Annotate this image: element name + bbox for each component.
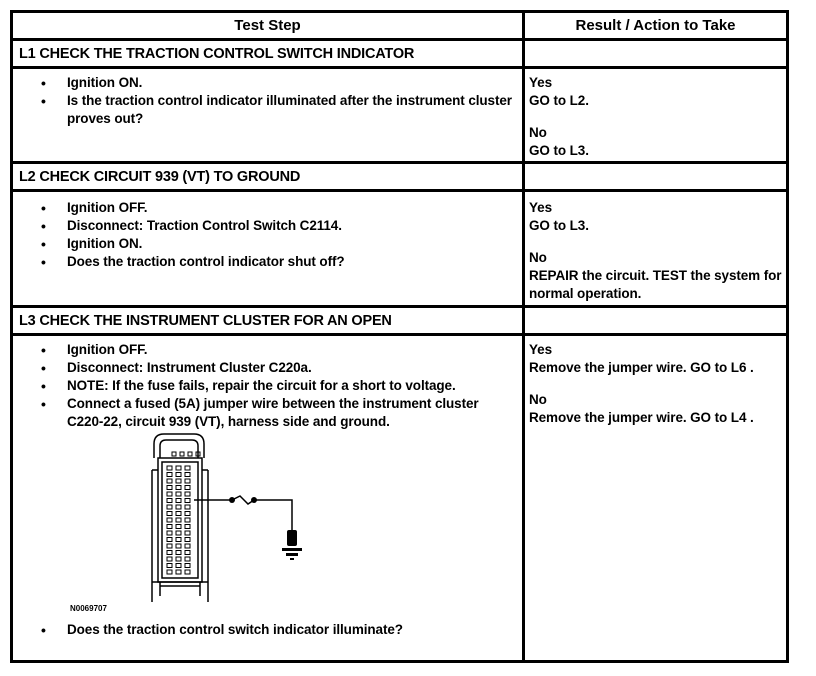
connector-pin <box>167 512 172 516</box>
connector-pin <box>167 531 172 535</box>
result-action: REPAIR the circuit. TEST the system for normal operation. <box>529 268 782 301</box>
step-title-l1: L1 CHECK THE TRACTION CONTROL SWITCH INDICATOR <box>19 46 415 62</box>
bullet-item: • Does the traction control indicator shut off? <box>19 253 517 271</box>
connector-pin <box>176 512 181 516</box>
connector-pin <box>185 531 190 535</box>
connector-pin <box>185 486 190 490</box>
connector-pin <box>167 473 172 477</box>
result-answer: No <box>529 392 547 407</box>
connector-pin <box>185 570 190 574</box>
row-divider <box>13 189 786 192</box>
connector-pin <box>176 473 181 477</box>
connector-pin <box>176 499 181 503</box>
connector-pin <box>176 564 181 568</box>
bullet-item: • Ignition OFF. <box>19 341 517 359</box>
connector-pin <box>185 466 190 470</box>
result-action: Remove the jumper wire. GO to L4 . <box>529 410 754 425</box>
row-divider <box>13 305 786 308</box>
connector-pin <box>185 557 190 561</box>
connector-pin <box>185 525 190 529</box>
result-answer: Yes <box>529 200 552 215</box>
connector-pin <box>176 544 181 548</box>
result-l1 <box>529 74 784 160</box>
connector-pin <box>167 505 172 509</box>
connector-pin <box>167 525 172 529</box>
result-action: GO to L3. <box>529 218 589 233</box>
connector-pin <box>185 512 190 516</box>
result-action: GO to L3. <box>529 143 589 158</box>
bullet-item: • Ignition ON. <box>19 74 517 92</box>
result-action: Remove the jumper wire. GO to L6 . <box>529 360 754 375</box>
diagram-label: N0069707 <box>70 604 107 613</box>
connector-pin <box>167 518 172 522</box>
connector-pin <box>176 557 181 561</box>
connector-pin <box>176 570 181 574</box>
result-answer: Yes <box>529 75 552 90</box>
connector-pin <box>185 492 190 496</box>
result-answer: Yes <box>529 342 552 357</box>
header-result: Result / Action to Take <box>575 17 736 34</box>
result-answer: No <box>529 250 547 265</box>
column-divider <box>522 13 525 660</box>
connector-pin <box>167 551 172 555</box>
bullet-item: • Disconnect: Traction Control Switch C2114. <box>19 217 517 235</box>
step-title-l2: L2 CHECK CIRCUIT 939 (VT) TO GROUND <box>19 169 301 185</box>
connector-pin <box>176 538 181 542</box>
connector-pin <box>167 466 172 470</box>
step-final-l3 <box>19 621 517 639</box>
connector-pin <box>185 499 190 503</box>
row-divider <box>13 333 786 336</box>
connector-pin <box>176 531 181 535</box>
connector-pin <box>176 479 181 483</box>
bullet-item: • Connect a fused (5A) jumper wire between the instrument cluster C220-22, circuit 939 (VT), harness side and ground. <box>19 395 517 431</box>
result-action: GO to L2. <box>529 93 589 108</box>
connector-pin <box>167 538 172 542</box>
connector-pin <box>167 557 172 561</box>
connector-pin <box>167 564 172 568</box>
connector-pin <box>185 544 190 548</box>
connector-pin <box>167 570 172 574</box>
connector-pin <box>176 466 181 470</box>
connector-pin <box>185 551 190 555</box>
step-title-l3: L3 CHECK THE INSTRUMENT CLUSTER FOR AN OPEN <box>19 313 392 329</box>
step-body-l1 <box>19 74 517 128</box>
connector-pin <box>185 479 190 483</box>
bullet-item: • Is the traction control indicator illuminated after the instrument cluster proves out? <box>19 92 517 128</box>
connector-jumper-diagram <box>132 430 312 606</box>
diagnostic-table <box>10 10 789 663</box>
row-divider <box>13 66 786 69</box>
bullet-item: • Disconnect: Instrument Cluster C220a. <box>19 359 517 377</box>
connector-pin <box>167 544 172 548</box>
bullet-item: • Does the traction control switch indicator illuminate? <box>19 621 517 639</box>
connector-pin <box>176 505 181 509</box>
bullet-item: • Ignition ON. <box>19 235 517 253</box>
connector-pin <box>167 492 172 496</box>
connector-pin <box>185 518 190 522</box>
step-body-l3 <box>19 341 517 431</box>
connector-pin <box>185 564 190 568</box>
result-l2 <box>529 199 784 303</box>
step-body-l2 <box>19 199 517 271</box>
row-divider <box>13 38 786 41</box>
connector-pin <box>185 473 190 477</box>
result-l3 <box>529 341 784 427</box>
row-divider <box>13 161 786 164</box>
result-answer: No <box>529 125 547 140</box>
connector-pin <box>176 551 181 555</box>
connector-pin <box>176 518 181 522</box>
connector-pin <box>185 505 190 509</box>
connector-pin <box>176 486 181 490</box>
connector-pin <box>176 525 181 529</box>
bullet-item: • Ignition OFF. <box>19 199 517 217</box>
header-test-step: Test Step <box>234 17 301 34</box>
connector-pin <box>176 492 181 496</box>
connector-pin <box>167 499 172 503</box>
connector-pin <box>185 538 190 542</box>
connector-pin <box>167 479 172 483</box>
connector-pin <box>167 486 172 490</box>
bullet-item: • NOTE: If the fuse fails, repair the circuit for a short to voltage. <box>19 377 517 395</box>
